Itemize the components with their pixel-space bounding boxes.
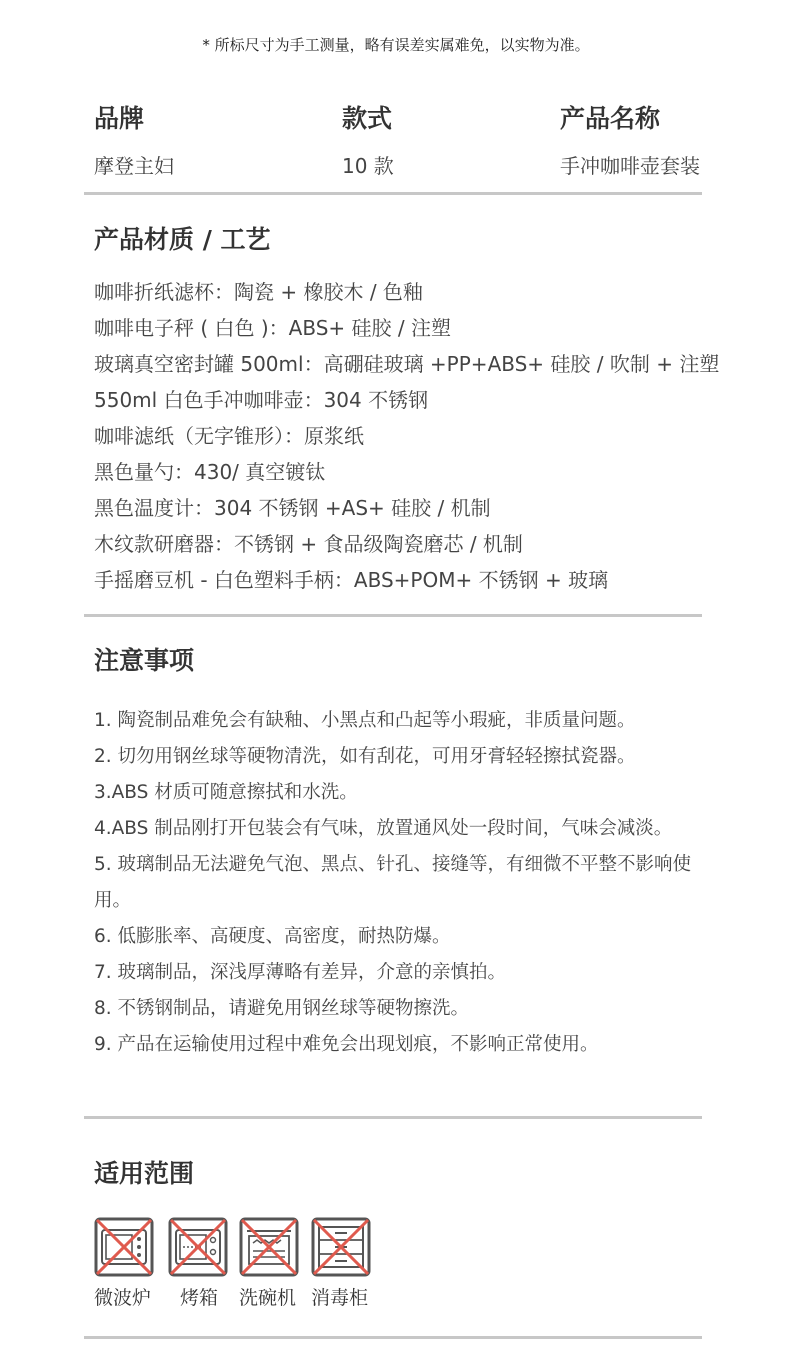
dishwasher-icon — [239, 1217, 299, 1277]
list-item: 4.ABS 制品刚打开包装会有气味，放置通风处一段时间，气味会减淡。 — [94, 818, 673, 839]
style-column — [342, 100, 394, 180]
list-item: 7. 玻璃制品，深浅厚薄略有差异，介意的亲慎拍。 — [94, 962, 507, 983]
product-name-column — [560, 100, 700, 180]
scope-label: 微波炉 — [94, 1287, 152, 1309]
usage-scope-icons — [92, 1217, 392, 1307]
list-item: 木纹款研磨器：不锈钢 + 食品级陶瓷磨芯 / 机制 — [94, 532, 523, 556]
scope-item-oven — [168, 1217, 228, 1310]
brand-value: 摩登主妇 — [94, 154, 174, 178]
scope-label: 消毒柜 — [311, 1287, 369, 1309]
list-item: 1. 陶瓷制品难免会有缺釉、小黑点和凸起等小瑕疵，非质量问题。 — [94, 710, 636, 731]
materials-title: 产品材质 / 工艺 — [94, 225, 271, 254]
microwave-icon — [94, 1217, 154, 1277]
scope-item-dishwasher — [239, 1217, 299, 1310]
list-item: 黑色量勺：430/ 真空镀钛 — [94, 460, 326, 484]
list-item: 5. 玻璃制品无法避免气泡、黑点、针孔、接缝等，有细微不平整不影响使用。 — [94, 854, 692, 911]
list-item: 6. 低膨胀率、高硬度、高密度，耐热防爆。 — [94, 926, 451, 947]
materials-list — [94, 274, 719, 598]
list-item: 2. 切勿用钢丝球等硬物清洗，如有刮花，可用牙膏轻轻擦拭瓷器。 — [94, 746, 636, 767]
oven-icon — [168, 1217, 228, 1277]
list-item: 8. 不锈钢制品，请避免用钢丝球等硬物擦洗。 — [94, 998, 470, 1019]
list-item: 咖啡电子秤 ( 白色 )：ABS+ 硅胶 / 注塑 — [94, 316, 451, 340]
product-info-table — [94, 100, 734, 190]
scope-item-microwave — [94, 1217, 154, 1310]
scope-item-sterilizer — [311, 1217, 371, 1310]
product-name-label: 产品名称 — [560, 104, 661, 133]
scope-label: 洗碗机 — [239, 1287, 297, 1309]
divider — [84, 614, 702, 617]
list-item: 咖啡滤纸（无字锥形）：原浆纸 — [94, 424, 364, 448]
measurement-notice: * 所标尺寸为手工测量，略有误差实属难免，以实物为准。 — [202, 36, 590, 54]
product-name-value: 手冲咖啡壶套装 — [560, 154, 700, 178]
list-item: 咖啡折纸滤杯：陶瓷 + 橡胶木 / 色釉 — [94, 280, 423, 304]
divider — [84, 192, 702, 195]
style-value: 10 款 — [342, 154, 394, 178]
scope-title: 适用范围 — [94, 1159, 195, 1188]
brand-column — [94, 100, 174, 180]
divider — [84, 1336, 702, 1339]
scope-label: 烤箱 — [180, 1287, 219, 1309]
list-item: 玻璃真空密封罐 500ml：高硼硅玻璃 +PP+ABS+ 硅胶 / 吹制 + 注塑 — [94, 352, 720, 376]
notes-list — [94, 703, 704, 1063]
brand-label: 品牌 — [94, 104, 145, 133]
notes-title: 注意事项 — [94, 646, 195, 675]
list-item: 3.ABS 材质可随意擦拭和水洗。 — [94, 782, 358, 803]
sterilizer-cabinet-icon — [311, 1217, 371, 1277]
divider — [84, 1116, 702, 1119]
style-label: 款式 — [342, 104, 393, 133]
list-item: 黑色温度计：304 不锈钢 +AS+ 硅胶 / 机制 — [94, 496, 491, 520]
list-item: 9. 产品在运输使用过程中难免会出现划痕，不影响正常使用。 — [94, 1034, 599, 1055]
list-item: 手摇磨豆机 - 白色塑料手柄：ABS+POM+ 不锈钢 + 玻璃 — [94, 568, 609, 592]
list-item: 550ml 白色手冲咖啡壶：304 不锈钢 — [94, 388, 429, 412]
